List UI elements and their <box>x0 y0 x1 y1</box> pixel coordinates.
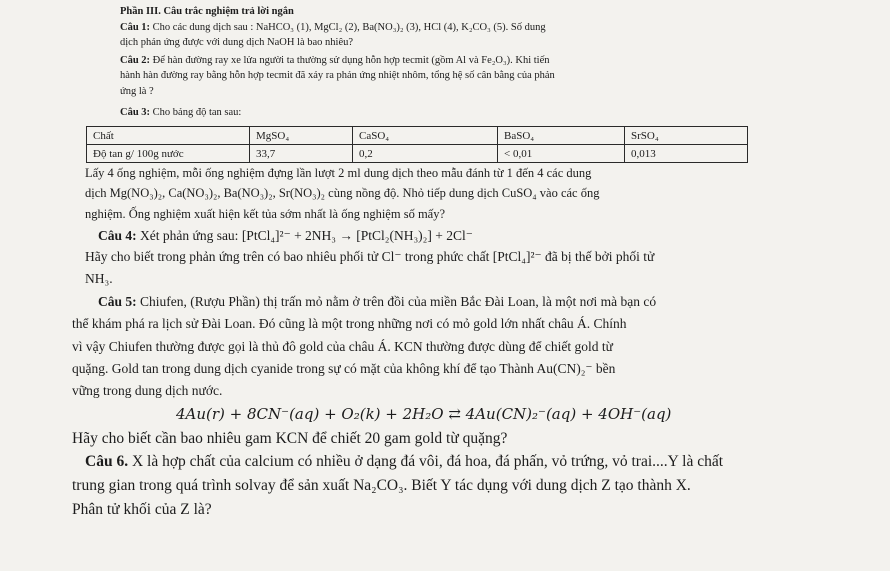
question-5-text-1: Chiufen, (Rượu Phần) thị trấn mỏ nằm ở trên đồi của miền Bắc Đài Loan, là một nơi mà bạn có <box>140 294 657 309</box>
table-cell: 33,7 <box>250 145 353 163</box>
question-6-line-2: trung gian trong quá trình solvay để sản xuất Na₂CO₃. Biết Y tác dụng với dung dịch Z tạo thành X. <box>72 477 691 494</box>
question-3-label: Câu 3: <box>120 107 151 118</box>
question-5-line-1 <box>98 294 656 310</box>
question-2-line-2: hành hàn đường ray bằng hỗn hợp tecmit đã xảy ra phản ứng nhiệt nhôm, tổng hệ số cân bằng của phản <box>120 70 555 81</box>
question-3-intro: Cho bảng độ tan sau: <box>152 107 242 118</box>
question-3-line-3: nghiệm. Ống nghiệm xuất hiện kết tủa sớm nhất là ống nghiệm số mấy? <box>85 207 446 221</box>
question-5-line-5: vững trong dung dịch nước. <box>72 383 223 398</box>
question-3-line-1: Lấy 4 ống nghiệm, mỗi ống nghiệm đựng lần lượt 2 ml dung dịch theo mẫu đánh từ 1 đến 4 các dung <box>85 166 592 180</box>
question-4-line-2: Hãy cho biết trong phản ứng trên có bao nhiêu phối tử Cl⁻ trong phức chất [PtCl₄]²⁻ đã bị thế bởi phối tử <box>85 249 655 264</box>
question-6-line-1 <box>85 453 723 471</box>
table-header-cell: Chất <box>87 127 250 145</box>
table-row <box>87 145 748 163</box>
question-5-label: Câu 5: <box>98 294 137 309</box>
question-1-line-2: dịch phản ứng được với dung dịch NaOH là bao nhiêu? <box>120 37 354 48</box>
question-1-line-1 <box>120 22 546 34</box>
question-5-question: Hãy cho biết cần bao nhiêu gam KCN để chiết 20 gam gold từ quặng? <box>72 430 508 447</box>
table-cell: 0,013 <box>625 145 748 163</box>
solubility-table <box>86 126 748 163</box>
question-2-line-1 <box>120 55 550 67</box>
gold-cyanide-equation: 4Au(r) + 8CN⁻(aq) + O₂(k) + 2H₂O ⇄ 4Au(CN)₂⁻(aq) + 4OH⁻(aq) <box>176 405 672 423</box>
table-header-cell: MgSO₄ <box>250 127 353 145</box>
part-title: Phần III. Câu trắc nghiệm trả lời ngắn <box>120 6 294 17</box>
question-4-reaction: Xét phản ứng sau: [PtCl₄]²⁻ + 2NH₃ → [PtCl₂(NH₃)₂] + 2Cl⁻ <box>140 228 473 243</box>
question-5-line-4: quặng. Gold tan trong dung dịch cyanide trong sự có mặt của không khí để tạo Thành Au(CN)₂⁻ bền <box>72 361 616 376</box>
table-cell: < 0,01 <box>498 145 625 163</box>
question-2-label: Câu 2: <box>120 55 151 66</box>
question-6-label: Câu 6. <box>85 453 129 470</box>
table-header-row <box>87 127 748 145</box>
question-1-label: Câu 1: <box>120 22 151 33</box>
table-header-cell: CaSO₄ <box>353 127 498 145</box>
question-1-text-1: Cho các dung dịch sau : NaHCO₃ (1), MgCl₂ (2), Ba(NO₃)₂ (3), HCl (4), K₂CO₃ (5). Số dung <box>152 22 546 33</box>
question-2-text-1: Để hàn đường ray xe lửa người ta thường sử dụng hỗn hợp tecmit (gồm Al và Fe₂O₃). Khi tiến <box>152 55 550 66</box>
table-cell: Độ tan g/ 100g nước <box>87 145 250 163</box>
question-6-line-3: Phân tử khối của Z là? <box>72 501 212 518</box>
question-4-label: Câu 4: <box>98 228 137 243</box>
table-cell: 0,2 <box>353 145 498 163</box>
question-4-line-1 <box>98 228 473 244</box>
table-header-cell: BaSO₄ <box>498 127 625 145</box>
question-5-line-2: thể khám phá ra lịch sử Đài Loan. Đó cũng là một trong những nơi có mỏ gold lớn nhất châu Á. Chính <box>72 316 627 331</box>
question-5-line-3: vì vậy Chiufen thường được gọi là thủ đô gold của châu Á. KCN thường được dùng để chiết gold từ <box>72 339 613 354</box>
question-3-intro-line <box>120 107 241 119</box>
question-4-line-3: NH₃. <box>85 271 113 286</box>
question-6-text-1: X là hợp chất của calcium có nhiều ở dạng đá vôi, đá hoa, đá phấn, vỏ trứng, vỏ trai....Y là chất <box>131 453 724 470</box>
question-3-line-2: dịch Mg(NO₃)₂, Ca(NO₃)₂, Ba(NO₃)₂, Sr(NO₃)₂ cùng nồng độ. Nhỏ tiếp dung dịch CuSO₄ vào các ống <box>85 186 600 200</box>
table-header-cell: SrSO₄ <box>625 127 748 145</box>
question-2-line-3: ứng là ? <box>120 86 154 97</box>
